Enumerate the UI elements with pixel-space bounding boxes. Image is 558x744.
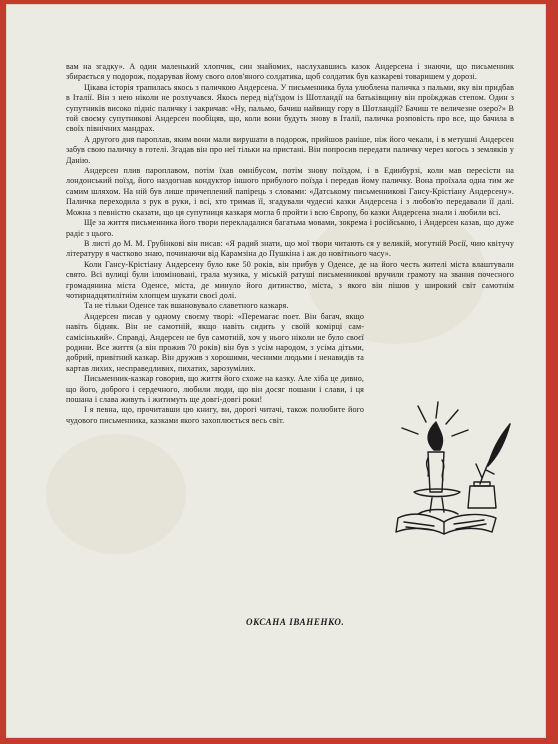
paragraph-3: А другого дня пароплав, яким вони мали вирушати в подорож, прийшов раніше, ніж його чекали, і в метушні Андерсен забув свою паличку в готелі. Згадав він про неї тільки на пристані. Він попросив передати паличку через когось з земляків у Данію. bbox=[66, 134, 514, 165]
paragraph-11: І я певна, що, прочитавши цю книгу, ви, дорогі читачі, також полюбите його чудового письменника, казками якого захоплюється весь світ. bbox=[66, 405, 364, 425]
candle-inkwell-quill-icon bbox=[384, 400, 514, 540]
paragraph-5: Ще за життя письменника його твори перекладалися багатьма мовами, зокрема і російською, і Андерсен казав, що дуже радіє з цього. bbox=[66, 218, 514, 238]
author-signature: ОКСАНА ІВАНЕНКО. bbox=[246, 617, 345, 627]
paragraph-2: Цікава історія трапилась якось з паличкою Андерсена. У письменника була улюблена паличка з пальми, яку він придбав в Італії. Він з нею ніколи не розлучався. Якось перед від'їздом із Шотландії на батьківщину він проїжджав степом. Один з супутників високо підніс паличку і закричав: «Ну, пальмо, бачиш найвищу гору в Шотландії? Бачиш те величезне озеро?» В той своєму супутникові Андерсен пообіцяв, що, коли вони будуть знову в Італії, паличка розповість про все, що бачила в своїх північних мандрах. bbox=[66, 82, 514, 134]
paragraph-4: Андерсен плив пароплавом, потім їхав омнібусом, потім знову поїздом, і в Единбурзі, коли мав пересісти на лондонський поїзд, його наздогнав кондуктор іншого прибулого поїзда і передав йому паличку. Вона проїхала одна тим же самим шляхом. На ній був лише причеплений папірець з словами: «Датському письменникові Гансу-Крістіану Андерсену». Паличка переходила з рук в руки, і всі, хто тримав її, згадували чудесні казки Андерсена і з любов'ю передавали її далі. Можна з певністю сказати, що ця супутниця казкаря могла б пройти і всю Європу, бо казки Андерсена знали і любили всі. bbox=[66, 166, 514, 217]
paragraph-9: Андерсен писав у одному своєму творі: «Перемагає поет. Він багач, якщо навіть бідняк. Він не самотній, якщо навіть сидить у своїй комірці сам-самісінький». Справді, Андерсен не був самотній, хоч у нього ніколи не було своєї родини. Все життя (а він прожив 70 років) він був з усім народом, з усіма дітьми, добрий, привітний казкар. Він дружив з хорошими, чесними людьми і ненавидів та картав лихих, несправедливих, пихатих, зарозумілих. bbox=[66, 311, 364, 373]
article-body bbox=[66, 62, 514, 426]
paragraph-8: Та не тільки Оденсе так вшановувало славетного казкаря. bbox=[84, 301, 289, 311]
paragraph-1: вам на згадку». А один маленький хлопчик, син знайомих, наслухавшись казок Андерсена і знаючи, що письменник збирається у подорож, подарував йому свого олов'яного солдатика, щоб солдатик був казкареві товаришем у дорозі. bbox=[66, 62, 514, 82]
paragraph-10: Письменник-казкар говорив, що життя його схоже на казку. Але хіба це дивно, що його, доброго і сердечного, любили люди, що він досяг пошани і слави, і ця пошана і слава живуть і житимуть ще довгі-довгі роки! bbox=[66, 374, 364, 404]
document-page bbox=[6, 4, 546, 738]
paragraph-6: В листі до М. М. Грубінкові він писав: «Я радий знати, що мої твори читають ся у великій, могутній Росії, чию квітучу літературу я частково знаю, починаючи від Карамзіна до Пушкіна і аж до новітнього часу». bbox=[66, 238, 514, 259]
paragraph-7: Коли Гансу-Крістіану Андерсену було вже 50 років, він прибув у Оденсе, де на його честь жителі міста влаштували свято. Всі вулиці були ілюміновані, грала музика, у міській ратуші письменникові вручили грамоту на звання почесного громадянина міста Оденсе, міста, де минуло його дитинство, міста, з якого він пішов у широкий світ самотнім чотирнадцятилітнім хлопцем шукати своєї долі. bbox=[66, 259, 514, 300]
